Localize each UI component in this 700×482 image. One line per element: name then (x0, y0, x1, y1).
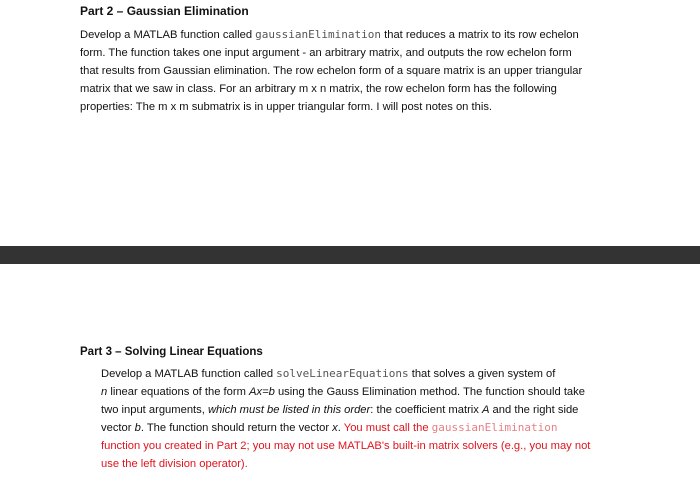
code-solveLinearEquations: solveLinearEquations (276, 367, 409, 380)
part2-line-2: form. The function takes one input argument - an arbitrary matrix, and outputs the row echelon form (80, 47, 572, 59)
part2-heading: Part 2 – Gaussian Elimination (80, 4, 249, 18)
part2-line-5: properties: The m x m submatrix is in upper triangular form. I will post notes on this. (80, 101, 493, 113)
code-gaussianElimination-ref: gaussianElimination (431, 421, 558, 434)
part2-line-3: that results from Gaussian elimination. The row echelon form of a square matrix is an upper triangular (80, 65, 583, 77)
part3-line-5: function you created in Part 2; you may not use MATLAB's built-in matrix solvers (e.g., you may not (101, 440, 591, 452)
part3-line-4: vector b. The function should return the vector x. You must call the gaussianElimination (101, 421, 558, 434)
part3-line-3: two input arguments, which must be listed in this order: the coefficient matrix A and the right side (101, 404, 579, 416)
part3-paragraph (101, 365, 641, 473)
red-instruction-start: You must call the gaussianElimination (343, 421, 558, 434)
code-gaussianElimination: gaussianElimination (255, 28, 381, 41)
part2-paragraph (80, 26, 640, 116)
part2-line-4: matrix that we saw in class. For an arbitrary m x n matrix, the row echelon form has the following (80, 83, 557, 95)
part2-line-1: Develop a MATLAB function called gaussianElimination that reduces a matrix to its row echelon (80, 28, 579, 41)
page-divider (0, 246, 700, 264)
part3-heading: Part 3 – Solving Linear Equations (80, 346, 263, 358)
part3-line-1: Develop a MATLAB function called solveLinearEquations that solves a given system of (101, 367, 556, 380)
part3-line-6: use the left division operator). (101, 458, 248, 470)
part3-line-2: n linear equations of the form Ax=b using the Gauss Elimination method. The function should take (101, 386, 585, 398)
